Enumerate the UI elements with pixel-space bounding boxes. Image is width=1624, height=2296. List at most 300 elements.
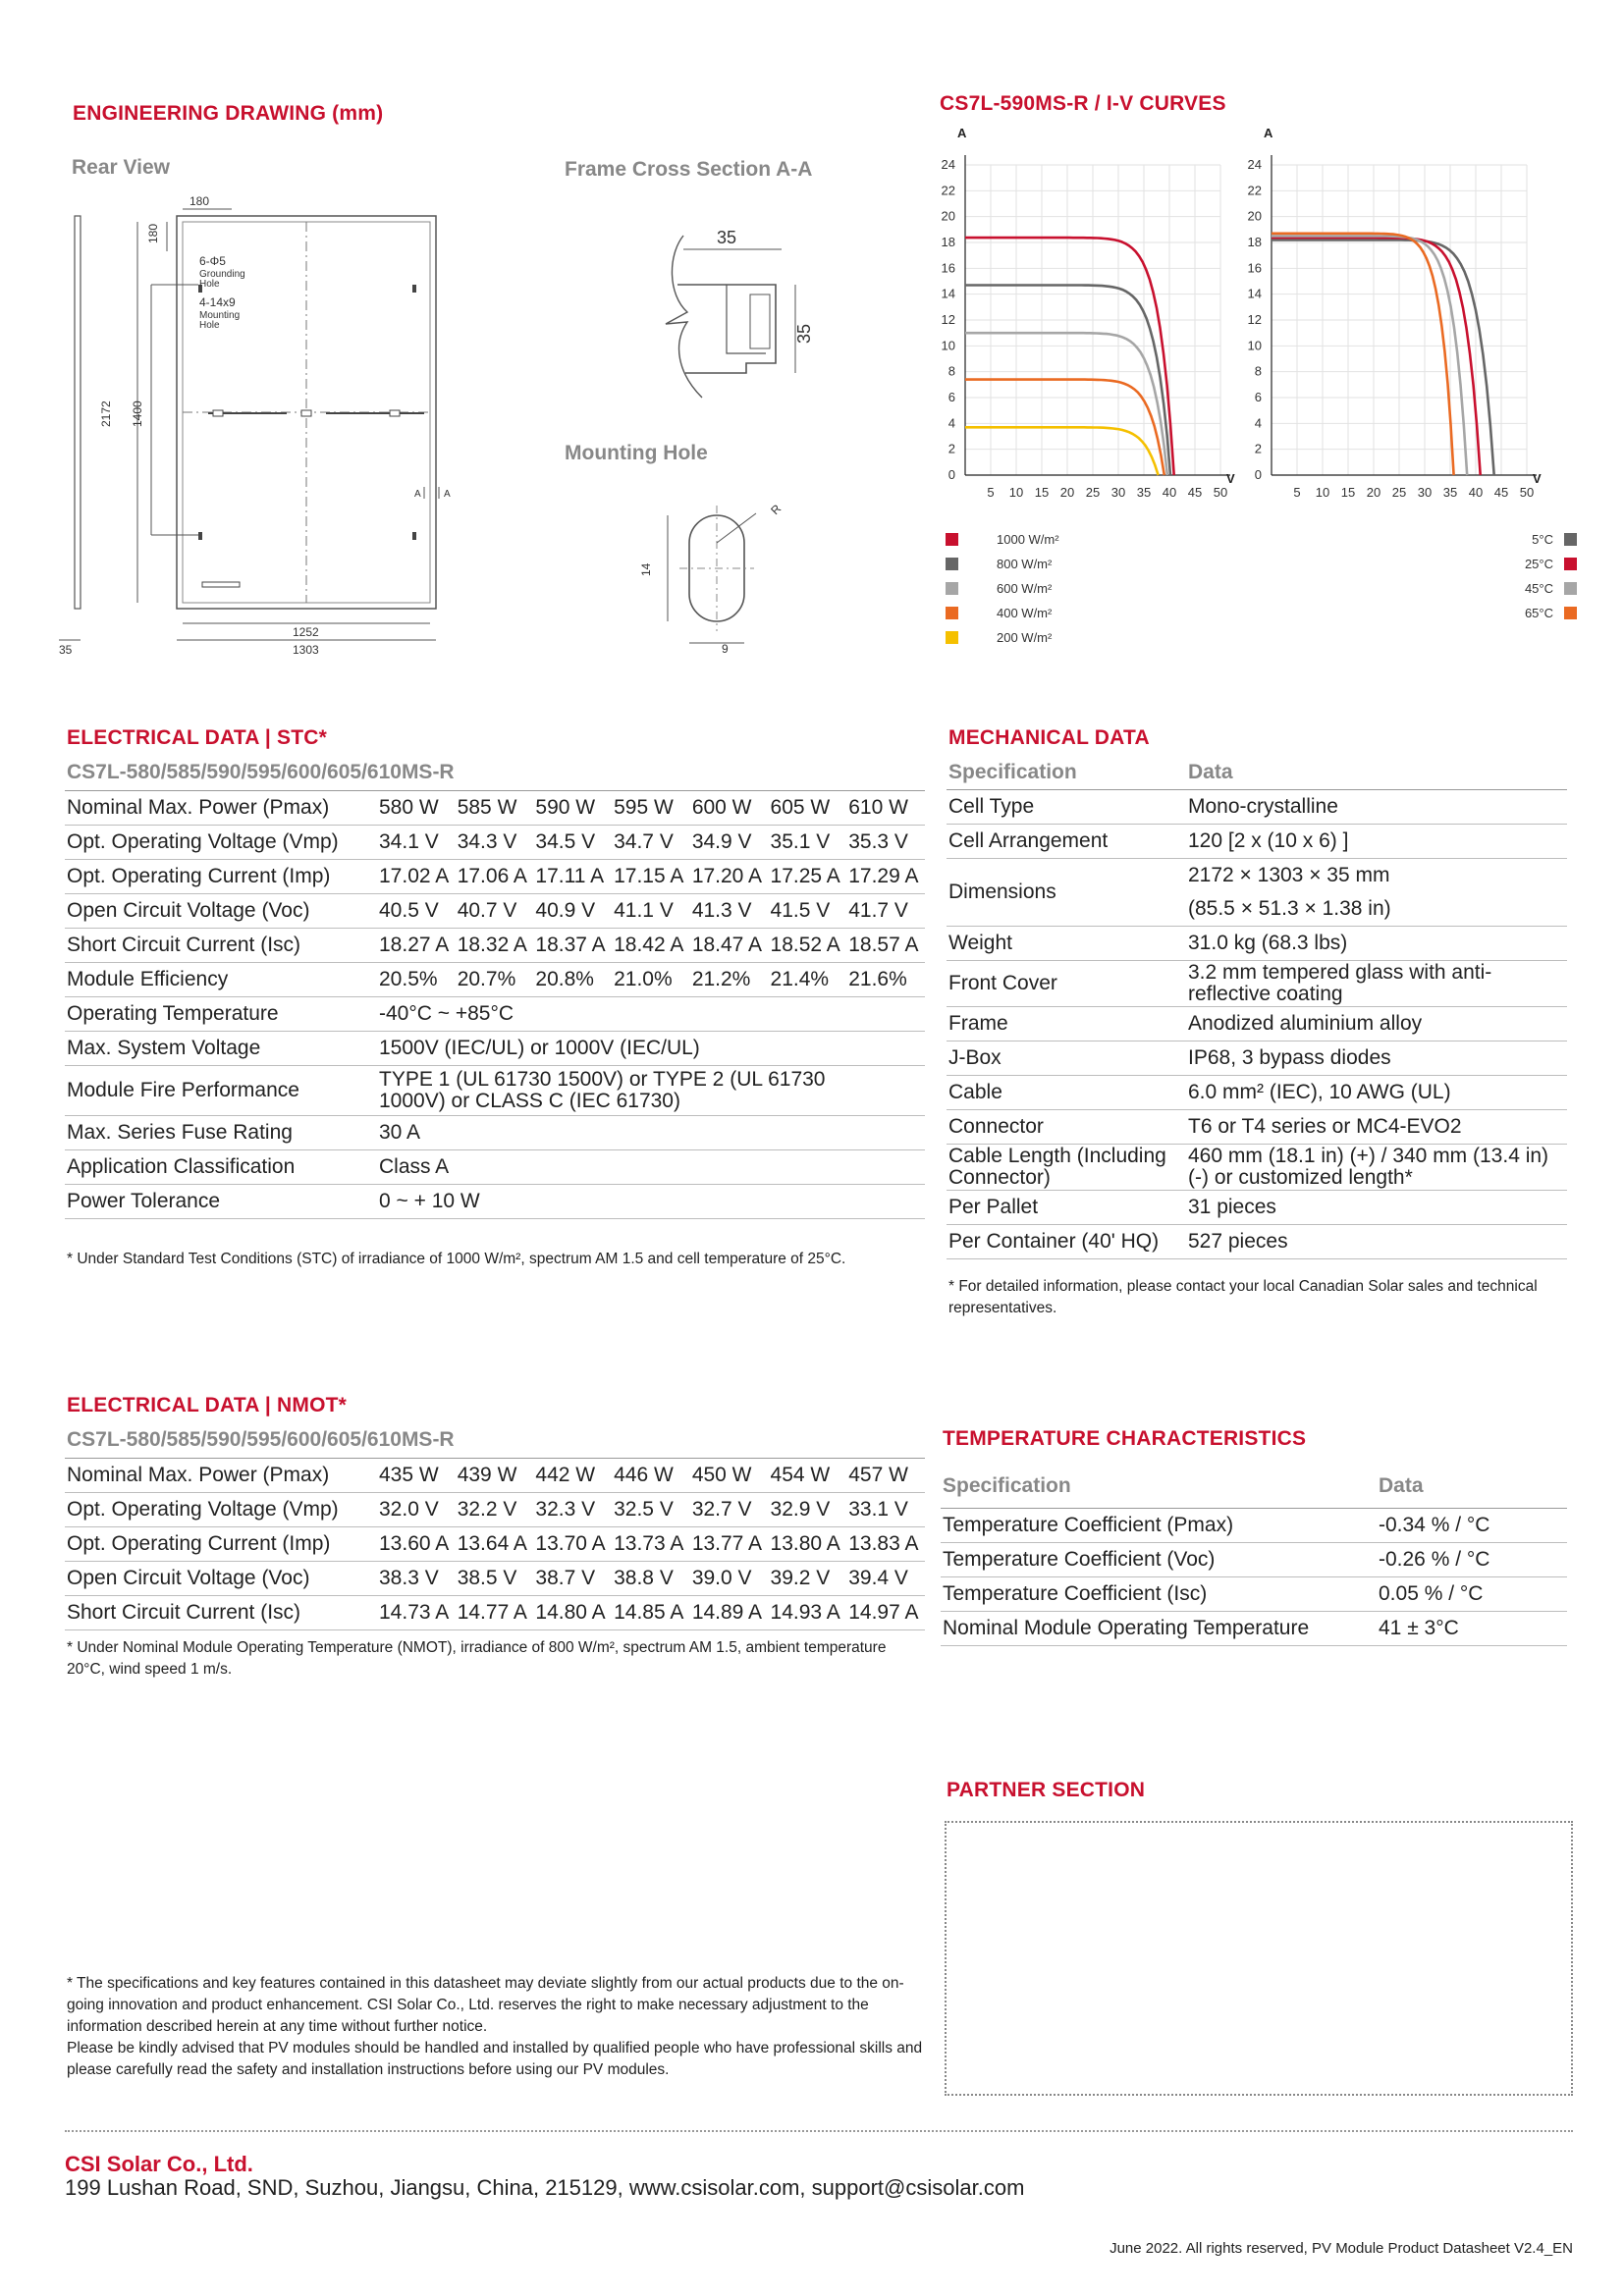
stc-cell: 585 W [456, 791, 534, 826]
nmot-cell: 14.80 A [533, 1596, 612, 1630]
nmot-cell: 450 W [690, 1459, 769, 1493]
temp-row-label: Temperature Coefficient (Pmax) [941, 1509, 1377, 1543]
x-tick-label: 50 [1519, 485, 1535, 500]
nmot-cell: 39.2 V [769, 1562, 847, 1596]
x-tick-label: 20 [1059, 485, 1075, 500]
stc-cell: 21.6% [846, 963, 925, 997]
x-tick-label: 25 [1085, 485, 1101, 500]
stc-cell: -40°C ~ +85°C [377, 997, 925, 1032]
temp-header [941, 1465, 1567, 1509]
stc-cell: 17.25 A [769, 860, 847, 894]
nmot-cell: 435 W [377, 1459, 456, 1493]
mech-row [947, 790, 1567, 825]
mech-value: Mono-crystalline [1188, 795, 1338, 818]
x-tick-label: 10 [1008, 485, 1024, 500]
stc-cell: 34.9 V [690, 826, 769, 860]
stc-row-label: Max. System Voltage [65, 1032, 377, 1066]
stc-cell: 610 W [846, 791, 925, 826]
disclaimer-p1: * The specifications and key features contained in this datasheet may deviate slightly from our actual products due to the on-going innovation and product enhancement. CSI Solar Co., Ltd. reserves the right to make necessary adjustment to the information described herein at any time without further notice. [67, 1975, 904, 2035]
stc-row [65, 894, 925, 929]
section-a-right: A [444, 489, 451, 500]
stc-row-label: Max. Series Fuse Rating [65, 1116, 377, 1150]
stc-cell: 40.9 V [533, 894, 612, 929]
y-tick-label: 8 [947, 363, 955, 379]
nmot-cell: 442 W [533, 1459, 612, 1493]
nmot-row-label: Opt. Operating Current (Imp) [65, 1527, 377, 1562]
x-tick-label: 5 [1293, 485, 1301, 500]
temp-row [941, 1509, 1567, 1543]
mech-row-label: J-Box [947, 1041, 1186, 1076]
cs-height: 35 [794, 323, 814, 344]
iv-curves-chart [913, 118, 1581, 501]
mech-row [947, 1007, 1567, 1041]
mech-row-label: Front Cover [947, 961, 1186, 1007]
stc-cell: 17.20 A [690, 860, 769, 894]
temp-cell: 41 ± 3°C [1377, 1612, 1567, 1646]
legend-irradiance-label: 600 W/m² [997, 581, 1053, 596]
y-tick-label: 6 [947, 390, 955, 404]
stc-row-label: Nominal Max. Power (Pmax) [65, 791, 377, 826]
stc-cell: 17.29 A [846, 860, 925, 894]
stc-cell: 21.2% [690, 963, 769, 997]
nmot-table [65, 1458, 925, 1630]
nmot-cell: 13.77 A [690, 1527, 769, 1562]
stc-cell: 17.11 A [533, 860, 612, 894]
stc-cell: 34.7 V [612, 826, 690, 860]
nmot-cell: 13.70 A [533, 1527, 612, 1562]
stc-row [65, 1032, 925, 1066]
stc-cell: 18.32 A [456, 929, 534, 963]
mech-row [947, 1225, 1567, 1259]
nmot-cell: 14.85 A [612, 1596, 690, 1630]
legend-swatch [946, 607, 958, 619]
y-tick-label: 14 [1247, 286, 1262, 301]
dim-height-total: 2172 [99, 400, 113, 427]
legend-swatch [946, 631, 958, 644]
stc-cell: 1500V (IEC/UL) or 1000V (IEC/UL) [377, 1032, 925, 1066]
stc-row-label: Opt. Operating Voltage (Vmp) [65, 826, 377, 860]
iv-series-line [1272, 238, 1481, 475]
nmot-cell: 13.60 A [377, 1527, 456, 1562]
y-axis-label: A [957, 126, 967, 140]
y-tick-label: 20 [941, 208, 955, 224]
x-tick-label: 15 [1340, 485, 1356, 500]
x-tick-label: 5 [987, 485, 995, 500]
stc-cell: 18.27 A [377, 929, 456, 963]
stc-cell: 600 W [690, 791, 769, 826]
mech-row [947, 927, 1567, 961]
mech-cell [1186, 1145, 1567, 1191]
legend-temperature-label: 5°C [1532, 532, 1553, 547]
x-tick-label: 30 [1110, 485, 1126, 500]
stc-cell: 17.06 A [456, 860, 534, 894]
stc-cell: 34.1 V [377, 826, 456, 860]
y-tick-label: 8 [1254, 363, 1262, 379]
stc-row [65, 860, 925, 894]
nmot-cell: 32.5 V [612, 1493, 690, 1527]
mech-title: MECHANICAL DATA [948, 726, 1150, 749]
engineering-title: ENGINEERING DRAWING (mm) [73, 102, 384, 125]
temp-row-label: Temperature Coefficient (Isc) [941, 1577, 1377, 1612]
stc-row [65, 791, 925, 826]
mech-cell [1186, 961, 1567, 1007]
stc-cell: 21.4% [769, 963, 847, 997]
stc-cell: 30 A [377, 1116, 925, 1150]
mech-row-label: Cell Type [947, 790, 1186, 825]
y-tick-label: 24 [941, 157, 955, 172]
stc-cell: 41.7 V [846, 894, 925, 929]
mech-row [947, 859, 1567, 927]
temp-row [941, 1577, 1567, 1612]
mech-value: 120 [2 x (10 x 6) ] [1188, 829, 1349, 852]
stc-row-label: Short Circuit Current (Isc) [65, 929, 377, 963]
nmot-cell: 38.5 V [456, 1562, 534, 1596]
stc-cell: 35.1 V [769, 826, 847, 860]
stc-cell: 41.5 V [769, 894, 847, 929]
mech-cell [1186, 1007, 1567, 1041]
y-axis-label: A [1264, 126, 1273, 140]
y-tick-label: 22 [941, 183, 955, 198]
legend-irradiance-label: 400 W/m² [997, 606, 1053, 620]
nmot-row [65, 1493, 925, 1527]
cross-section-label: Frame Cross Section A-A [565, 158, 813, 181]
temp-table [941, 1465, 1567, 1646]
footer-company: CSI Solar Co., Ltd. [65, 2152, 253, 2176]
nmot-cell: 14.89 A [690, 1596, 769, 1630]
nmot-row [65, 1459, 925, 1493]
x-tick-label: 35 [1136, 485, 1152, 500]
stc-cell: 17.15 A [612, 860, 690, 894]
y-tick-label: 0 [947, 467, 955, 482]
stc-table [65, 790, 925, 1219]
legend-swatch [1564, 558, 1577, 570]
stc-cell: 34.3 V [456, 826, 534, 860]
y-tick-label: 12 [941, 312, 955, 327]
stc-row [65, 929, 925, 963]
iv-series-line [1272, 236, 1467, 475]
x-tick-label: 15 [1034, 485, 1050, 500]
mounting-hole-drawing [628, 496, 825, 663]
legend-swatch [946, 558, 958, 570]
y-tick-label: 10 [1247, 338, 1262, 353]
nmot-cell: 13.73 A [612, 1527, 690, 1562]
mech-value: 31 pieces [1188, 1196, 1276, 1218]
nmot-row-label: Open Circuit Voltage (Voc) [65, 1562, 377, 1596]
nmot-cell: 13.64 A [456, 1527, 534, 1562]
nmot-cell: 14.77 A [456, 1596, 534, 1630]
legend-swatch [946, 533, 958, 546]
mounting-label: 4-14x9 [199, 295, 236, 309]
x-tick-label: 50 [1213, 485, 1228, 500]
iv-panel-temperature [1248, 126, 1542, 500]
mech-row-label: Cable Length (Including Connector) [947, 1145, 1186, 1191]
stc-cell: 18.42 A [612, 929, 690, 963]
y-tick-label: 22 [1247, 183, 1262, 198]
stc-cell: 18.37 A [533, 929, 612, 963]
temp-cell: 0.05 % / °C [1377, 1577, 1567, 1612]
mech-row-label: Per Pallet [947, 1191, 1186, 1225]
mech-header [947, 756, 1567, 790]
stc-cell: 41.1 V [612, 894, 690, 929]
mech-value: 3.2 mm tempered glass with anti-reflective coating [1188, 961, 1492, 1005]
iv-series-line [965, 427, 1159, 475]
x-tick-label: 40 [1162, 485, 1177, 500]
y-tick-label: 18 [941, 235, 955, 249]
y-tick-label: 2 [1254, 441, 1262, 456]
iv-title: CS7L-590MS-R / I-V CURVES [940, 92, 1226, 115]
mech-value: 6.0 mm² (IEC), 10 AWG (UL) [1188, 1081, 1451, 1103]
y-tick-label: 12 [1247, 312, 1262, 327]
grounding-label-1: Grounding [199, 269, 245, 280]
nmot-cell: 14.93 A [769, 1596, 847, 1630]
mech-value-2: (85.5 × 51.3 × 1.38 in) [1188, 897, 1391, 920]
mech-row [947, 1191, 1567, 1225]
mech-cell [1186, 859, 1567, 927]
stc-cell: 595 W [612, 791, 690, 826]
stc-cell: 20.7% [456, 963, 534, 997]
legend-irradiance-label: 1000 W/m² [997, 532, 1059, 547]
disclaimer-p2: Please be kindly advised that PV modules should be handled and installed by qualified people who have professional skills and please carefully read the safety and installation instructions before using our PV modules. [67, 2040, 923, 2078]
nmot-cell: 14.97 A [846, 1596, 925, 1630]
mech-header-spec: Specification [947, 756, 1186, 790]
stc-cell: 580 W [377, 791, 456, 826]
legend-temperature-label: 45°C [1524, 581, 1553, 596]
dim-top: 180 [189, 194, 210, 208]
nmot-cell: 457 W [846, 1459, 925, 1493]
nmot-row-label: Nominal Max. Power (Pmax) [65, 1459, 377, 1493]
nmot-cell: 33.1 V [846, 1493, 925, 1527]
mech-row-label: Cable [947, 1076, 1186, 1110]
nmot-cell: 32.3 V [533, 1493, 612, 1527]
y-tick-label: 16 [1247, 260, 1262, 276]
nmot-row-label: Short Circuit Current (Isc) [65, 1596, 377, 1630]
nmot-cell: 39.0 V [690, 1562, 769, 1596]
nmot-cell: 439 W [456, 1459, 534, 1493]
mech-cell [1186, 1191, 1567, 1225]
nmot-cell: 13.80 A [769, 1527, 847, 1562]
y-tick-label: 24 [1247, 157, 1262, 172]
mech-cell [1186, 927, 1567, 961]
mech-note: * For detailed information, please contact your local Canadian Solar sales and technical representatives. [948, 1278, 1538, 1316]
nmot-cell: 39.4 V [846, 1562, 925, 1596]
stc-row [65, 997, 925, 1032]
mech-value: IP68, 3 bypass diodes [1188, 1046, 1391, 1069]
mh-height: 14 [639, 562, 653, 576]
nmot-cell: 32.0 V [377, 1493, 456, 1527]
stc-row [65, 1066, 925, 1116]
stc-cell: 18.47 A [690, 929, 769, 963]
mech-cell [1186, 825, 1567, 859]
legend-swatch [1564, 582, 1577, 595]
legend-temperature-label: 25°C [1524, 557, 1553, 571]
stc-cell: 34.5 V [533, 826, 612, 860]
stc-cell: 20.8% [533, 963, 612, 997]
stc-cell: 40.5 V [377, 894, 456, 929]
stc-row [65, 1116, 925, 1150]
mech-row-label: Dimensions [947, 859, 1186, 927]
nmot-models: CS7L-580/585/590/595/600/605/610MS-R [67, 1428, 455, 1451]
x-tick-label: 45 [1187, 485, 1203, 500]
mech-row [947, 1076, 1567, 1110]
y-tick-label: 6 [1254, 390, 1262, 404]
mech-value: 2172 × 1303 × 35 mm [1188, 864, 1390, 886]
legend-irradiance-label: 200 W/m² [997, 630, 1053, 645]
legend-swatch [1564, 607, 1577, 619]
section-a-left: A [414, 489, 421, 500]
cs-width: 35 [717, 228, 737, 247]
stc-cell: TYPE 1 (UL 61730 1500V) or TYPE 2 (UL 61730 1000V) or CLASS C (IEC 61730) [377, 1066, 925, 1116]
iv-panel-irradiance [942, 126, 1235, 500]
disclaimer [67, 1973, 931, 2081]
legend-swatch [946, 582, 958, 595]
mech-row-label: Connector [947, 1110, 1186, 1145]
stc-cell: 17.02 A [377, 860, 456, 894]
temp-row-label: Nominal Module Operating Temperature [941, 1612, 1377, 1646]
dim-width-total: 1303 [293, 643, 319, 657]
stc-row [65, 1150, 925, 1185]
partner-box [945, 1821, 1573, 2096]
stc-row-label: Application Classification [65, 1150, 377, 1185]
mech-cell [1186, 1110, 1567, 1145]
stc-cell: 590 W [533, 791, 612, 826]
grounding-label: 6-Φ5 [199, 254, 226, 268]
stc-row-label: Open Circuit Voltage (Voc) [65, 894, 377, 929]
nmot-cell: 38.8 V [612, 1562, 690, 1596]
nmot-row [65, 1562, 925, 1596]
nmot-title: ELECTRICAL DATA | NMOT* [67, 1394, 348, 1416]
temp-row [941, 1543, 1567, 1577]
stc-cell: 40.7 V [456, 894, 534, 929]
dim-height-mid: 1400 [131, 400, 144, 427]
mech-value: 31.0 kg (68.3 lbs) [1188, 932, 1348, 954]
iv-series-line [1272, 234, 1454, 475]
x-tick-label: 45 [1493, 485, 1509, 500]
legend-irradiance-label: 800 W/m² [997, 557, 1053, 571]
x-tick-label: 35 [1442, 485, 1458, 500]
y-tick-label: 0 [1254, 467, 1262, 482]
nmot-row [65, 1596, 925, 1630]
temp-cell: -0.34 % / °C [1377, 1509, 1567, 1543]
stc-cell: 20.5% [377, 963, 456, 997]
nmot-cell: 13.83 A [846, 1527, 925, 1562]
mech-row-label: Per Container (40' HQ) [947, 1225, 1186, 1259]
stc-row-label: Opt. Operating Current (Imp) [65, 860, 377, 894]
stc-cell: 21.0% [612, 963, 690, 997]
x-tick-label: 30 [1417, 485, 1433, 500]
legend-temperature-label: 65°C [1524, 606, 1553, 620]
nmot-row [65, 1527, 925, 1562]
stc-cell: 35.3 V [846, 826, 925, 860]
mh-width: 9 [722, 642, 729, 656]
mech-row [947, 825, 1567, 859]
temp-row-label: Temperature Coefficient (Voc) [941, 1543, 1377, 1577]
legend-swatch [1564, 533, 1577, 546]
temp-row [941, 1612, 1567, 1646]
y-tick-label: 4 [947, 415, 955, 431]
y-tick-label: 20 [1247, 208, 1262, 224]
mech-row-label: Weight [947, 927, 1186, 961]
y-tick-label: 2 [947, 441, 955, 456]
footer-address: 199 Lushan Road, SND, Suzhou, Jiangsu, China, 215129, www.csisolar.com, support@csisolar.com [65, 2175, 1025, 2200]
nmot-cell: 38.7 V [533, 1562, 612, 1596]
nmot-cell: 14.73 A [377, 1596, 456, 1630]
y-tick-label: 18 [1247, 235, 1262, 249]
nmot-cell: 32.7 V [690, 1493, 769, 1527]
stc-note: * Under Standard Test Conditions (STC) of irradiance of 1000 W/m², spectrum AM 1.5 and cell temperature of 25°C. [67, 1251, 846, 1267]
stc-cell: 18.57 A [846, 929, 925, 963]
x-tick-label: 40 [1468, 485, 1484, 500]
y-tick-label: 10 [941, 338, 955, 353]
temp-title: TEMPERATURE CHARACTERISTICS [943, 1427, 1307, 1450]
footer-version: June 2022. All rights reserved, PV Module Product Datasheet V2.4_EN [1110, 2240, 1573, 2257]
footer-divider [65, 2130, 1573, 2132]
stc-row-label: Operating Temperature [65, 997, 377, 1032]
nmot-cell: 32.9 V [769, 1493, 847, 1527]
dim-side-top: 180 [146, 223, 160, 243]
mech-table [947, 756, 1567, 1259]
nmot-cell: 446 W [612, 1459, 690, 1493]
dim-width-inner: 1252 [293, 625, 319, 639]
dim-depth: 35 [59, 643, 73, 657]
mech-row [947, 1041, 1567, 1076]
iv-series-line [1272, 240, 1494, 475]
stc-row [65, 826, 925, 860]
mech-row [947, 1110, 1567, 1145]
mounting-label-2: Hole [199, 320, 220, 331]
stc-cell: 605 W [769, 791, 847, 826]
x-tick-label: 20 [1366, 485, 1381, 500]
stc-row-label: Module Fire Performance [65, 1066, 377, 1116]
stc-row [65, 963, 925, 997]
nmot-note: * Under Nominal Module Operating Temperature (NMOT), irradiance of 800 W/m², spectrum AM 1.5, ambient temperature 20°C, wind speed 1 m/s. [67, 1639, 887, 1678]
mech-cell [1186, 1076, 1567, 1110]
x-tick-label: 25 [1391, 485, 1407, 500]
stc-row [65, 1185, 925, 1219]
mech-value: 527 pieces [1188, 1230, 1288, 1253]
x-tick-label: 10 [1315, 485, 1330, 500]
temp-cell: -0.26 % / °C [1377, 1543, 1567, 1577]
mh-r: R [768, 502, 785, 518]
nmot-cell: 38.3 V [377, 1562, 456, 1596]
mech-row [947, 1145, 1567, 1191]
y-tick-label: 14 [941, 286, 955, 301]
mech-cell [1186, 790, 1567, 825]
nmot-cell: 32.2 V [456, 1493, 534, 1527]
mech-value: T6 or T4 series or MC4-EVO2 [1188, 1115, 1462, 1138]
mech-row [947, 961, 1567, 1007]
grounding-label-2: Hole [199, 279, 220, 290]
y-tick-label: 4 [1254, 415, 1262, 431]
stc-cell: Class A [377, 1150, 925, 1185]
mech-row-label: Cell Arrangement [947, 825, 1186, 859]
iv-series-line [965, 333, 1167, 475]
temp-header-data: Data [1377, 1465, 1567, 1509]
y-tick-label: 16 [941, 260, 955, 276]
stc-cell: 41.3 V [690, 894, 769, 929]
cross-section-drawing [628, 216, 844, 402]
stc-title: ELECTRICAL DATA | STC* [67, 726, 327, 749]
stc-row-label: Power Tolerance [65, 1185, 377, 1219]
rear-view-label: Rear View [72, 156, 171, 179]
partner-title: PARTNER SECTION [947, 1779, 1146, 1801]
x-axis-label: V [1533, 471, 1542, 486]
mech-cell [1186, 1041, 1567, 1076]
stc-row-label: Module Efficiency [65, 963, 377, 997]
mounting-label-1: Mounting [199, 310, 241, 321]
mech-cell [1186, 1225, 1567, 1259]
rear-view-drawing [59, 187, 491, 667]
nmot-row-label: Opt. Operating Voltage (Vmp) [65, 1493, 377, 1527]
